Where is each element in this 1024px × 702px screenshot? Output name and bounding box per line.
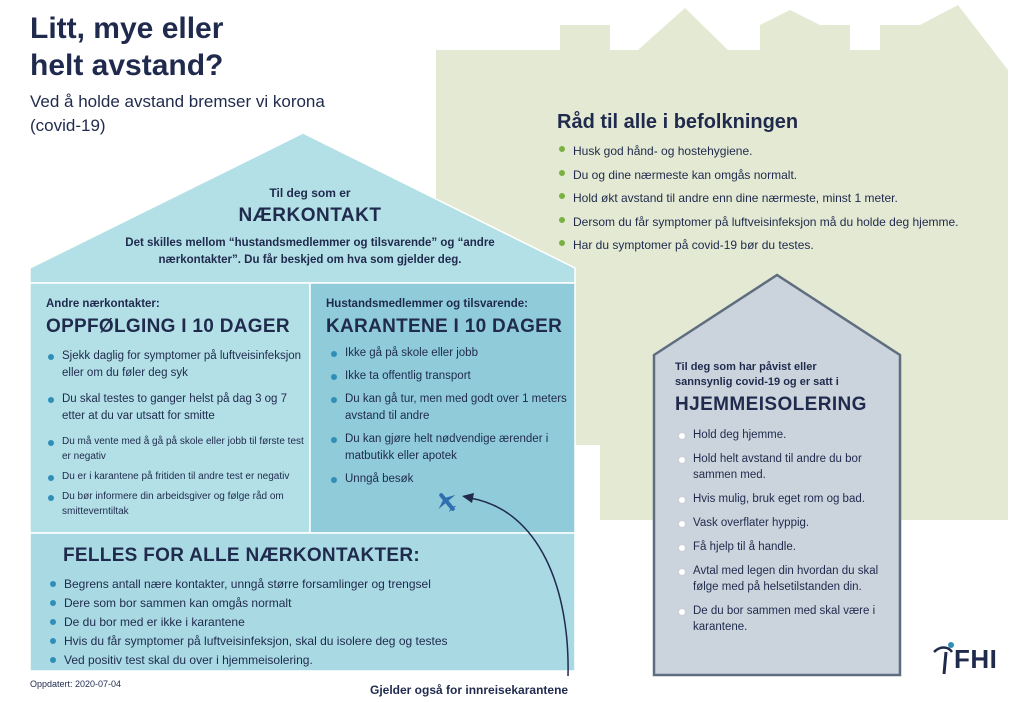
hjemmeisolering-item: Hold deg hjemme.	[677, 427, 892, 443]
advice-item: Du og dine nærmeste kan omgås normalt.	[557, 164, 997, 188]
naerkontakt-title: NÆRKONTAKT	[238, 205, 382, 226]
hjemmeisolering-title: HJEMMEISOLERING	[675, 394, 867, 415]
hjemmeisolering-item: Vask overflater hyppig.	[677, 515, 892, 531]
advice-item: Husk god hånd- og hostehygiene.	[557, 140, 997, 164]
hjemmeisolering-item: Hvis mulig, bruk eget rom og bad.	[677, 491, 892, 507]
oppfolging-item: Du må vente med å gå på skole eller jobb til første test er negativ	[46, 434, 308, 464]
hjemmeisolering-item: De du bor sammen med skal være i karantene.	[677, 603, 892, 635]
naerkontakt-intro: Til deg som er	[269, 186, 351, 200]
karantene-item: Unngå besøk	[329, 471, 575, 488]
advice-item: Hold økt avstand til andre enn dine nærmeste, minst 1 meter.	[557, 187, 997, 211]
title-line-2: helt avstand?	[30, 49, 224, 82]
fhi-logo-text: FHI	[954, 644, 998, 674]
page-subtitle: Ved å holde avstand bremser vi korona (covid-19)	[30, 92, 325, 135]
page-title	[30, 10, 350, 84]
oppfolging-item: Du er i karantene på fritiden til andre test er negativ	[46, 469, 308, 484]
advice-title: Råd til alle i befolkningen	[557, 111, 799, 133]
hjemmeisolering-item: Få hjelp til å handle.	[677, 539, 892, 555]
title-line-1: Litt, mye eller	[30, 12, 224, 45]
karantene-item: Ikke gå på skole eller jobb	[329, 345, 575, 362]
fhi-logo	[932, 640, 1012, 680]
hjemmeisolering-list	[677, 427, 892, 643]
karantene-item: Ikke ta offentlig transport	[329, 368, 575, 385]
felles-item: Ved positiv test skal du over i hjemmeisolering.	[48, 651, 548, 670]
felles-title: FELLES FOR ALLE NÆRKONTAKTER:	[63, 545, 421, 566]
felles-item: Hvis du får symptomer på luftveisinfeksjon, skal du isolere deg og testes	[48, 632, 548, 651]
karantene-list	[329, 345, 575, 494]
felles-item: De du bor med er ikke i karantene	[48, 613, 548, 632]
karantene-item: Du kan gå tur, men med godt over 1 meters avstand til andre	[329, 391, 575, 425]
felles-item: Begrens antall nære kontakter, unngå større forsamlinger og trengsel	[48, 575, 548, 594]
oppfolging-item: Du bør informere din arbeidsgiver og følge råd om smitteverntiltak	[46, 489, 308, 519]
naerkontakt-text: Det skilles mellom “hustandsmedlemmer og tilsvarende” og “andre nærkontakter”. Du får beskjed om hva som gjelder deg.	[125, 237, 495, 266]
innreise-note: Gjelder også for innreisekarantene	[370, 683, 569, 697]
felles-list	[48, 575, 548, 670]
advice-item: Dersom du får symptomer på luftveisinfeksjon må du holde deg hjemme.	[557, 211, 997, 235]
felles-item: Dere som bor sammen kan omgås normalt	[48, 594, 548, 613]
oppfolging-intro: Andre nærkontakter:	[46, 298, 160, 310]
fhi-logo-icon	[932, 640, 956, 680]
hjemmeisolering-intro: Til deg som har påvist eller sannsynlig covid-19 og er satt i	[675, 361, 839, 388]
advice-list	[557, 140, 997, 258]
oppfolging-item: Du skal testes to ganger helst på dag 3 og 7 etter at du var utsatt for smitte	[46, 391, 308, 425]
karantene-title: KARANTENE I 10 DAGER	[326, 316, 563, 337]
updated-date: Oppdatert: 2020-07-04	[30, 679, 122, 689]
arrow-head-icon	[462, 493, 474, 503]
karantene-intro: Hustandsmedlemmer og tilsvarende:	[326, 298, 528, 310]
oppfolging-title: OPPFØLGING I 10 DAGER	[46, 316, 290, 337]
hjemmeisolering-item: Hold helt avstand til andre du bor sammen med.	[677, 451, 892, 483]
karantene-item: Du kan gjøre helt nødvendige ærender i matbutikk eller apotek	[329, 431, 575, 465]
advice-item: Har du symptomer på covid-19 bør du testes.	[557, 234, 997, 258]
oppfolging-item: Sjekk daglig for symptomer på luftveisinfeksjon eller om du føler deg syk	[46, 348, 308, 382]
hjemmeisolering-item: Avtal med legen din hvordan du skal følge med på helsetilstanden din.	[677, 563, 892, 595]
oppfolging-list	[46, 348, 308, 524]
